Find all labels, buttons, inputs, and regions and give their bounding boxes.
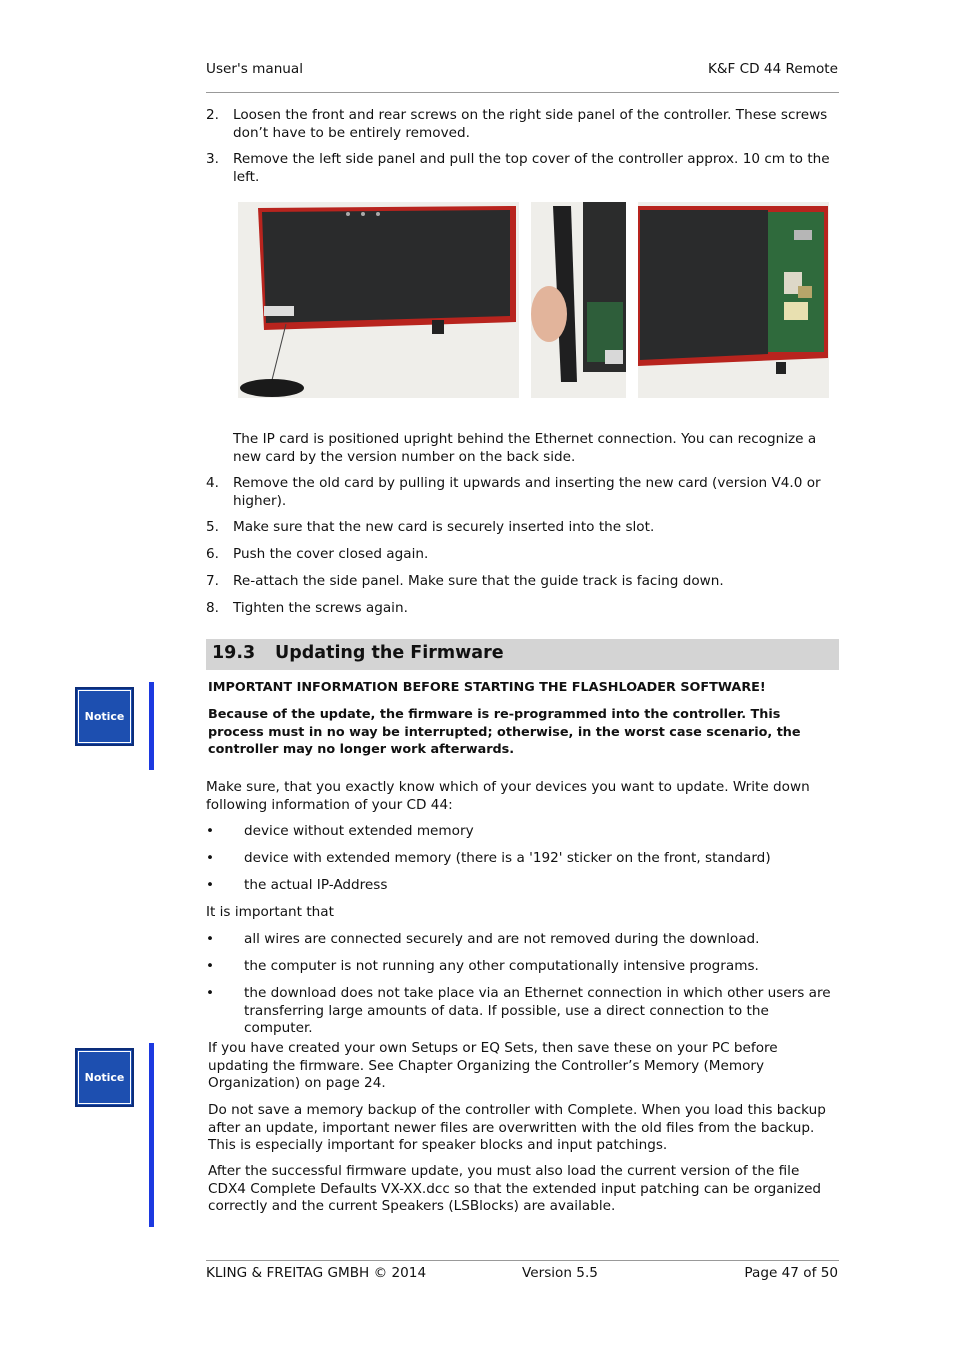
bullet-item: the computer is not running any other computationally intensive programs. <box>244 958 759 974</box>
bullet-marker: • <box>206 931 215 947</box>
footer-version: Version 5.5 <box>522 1265 598 1281</box>
bullet-item: the download does not take place via an Ethernet connection in which other users are transferring large amounts of data. If possible, use a direct connection to the computer. <box>244 985 831 1036</box>
step-text: Tighten the screws again. <box>233 600 408 616</box>
ip-card-note: The IP card is positioned upright behind the Ethernet connection. You can recognize a new card by the version number on the back side. <box>233 431 817 465</box>
controller-top-cover-photo <box>238 202 519 398</box>
notice-body: Because of the update, the firmware is re-programmed into the controller. This process must in no way be interrupted; otherwise, in the worst case scenario, the controller may no longer work afterwards. <box>208 707 801 757</box>
step-text: Loosen the front and rear screws on the right side panel of the controller. These screws don’t have to be entirely removed. <box>233 107 828 141</box>
notice-paragraph: After the successful firmware update, you must also load the current version of the file CDX4 Complete Defaults VX-XX.dcc so that the extended input patching can be organized correctly and the current Speakers (LSBlocks) are available. <box>208 1163 822 1214</box>
step-number: 6. <box>206 546 219 562</box>
page-header <box>206 61 838 81</box>
section-heading <box>206 639 839 670</box>
notice-icon: Notice <box>75 1048 134 1107</box>
notice-bar <box>149 682 154 770</box>
step-number: 3. <box>206 151 219 167</box>
controller-photo-2-graphic <box>531 202 626 398</box>
controller-photo-3-graphic <box>638 202 829 398</box>
step-text: Remove the left side panel and pull the top cover of the controller approx. 10 cm to the left. <box>233 151 830 185</box>
header-rule <box>206 92 839 93</box>
header-left: User's manual <box>206 61 304 77</box>
step-text: Re-attach the side panel. Make sure that the guide track is facing down. <box>233 573 724 589</box>
open-controller-photo <box>638 202 829 398</box>
footer-page-number: Page 47 of 50 <box>744 1265 838 1281</box>
controller-photo-1-graphic <box>238 202 519 398</box>
step-text: Remove the old card by pulling it upwards and inserting the new card (version V4.0 or higher). <box>233 475 821 509</box>
notice-paragraph: Do not save a memory backup of the controller with Complete. When you load this backup after an update, important newer files are overwritten with the old files from the backup. This is especially important for speaker blocks and input patchings. <box>208 1102 826 1153</box>
step-text: Push the cover closed again. <box>233 546 429 562</box>
bullet-marker: • <box>206 850 215 866</box>
section-title: Updating the Firmware <box>275 643 504 663</box>
bullet-item: device with extended memory (there is a '192' sticker on the front, standard) <box>244 850 771 866</box>
bullet-item: the actual IP-Address <box>244 877 388 893</box>
step-number: 7. <box>206 573 219 589</box>
step-number: 4. <box>206 475 219 491</box>
bullet-marker: • <box>206 958 215 974</box>
step-number: 8. <box>206 600 219 616</box>
bullet-marker: • <box>206 823 215 839</box>
header-right: K&F CD 44 Remote <box>707 61 838 77</box>
footer-rule <box>206 1260 839 1261</box>
side-panel-photo <box>531 202 626 398</box>
intro-paragraph: Make sure, that you exactly know which of your devices you want to update. Write down following information of your CD 44: <box>206 779 810 813</box>
notice-icon: Notice <box>75 687 134 746</box>
bullet-marker: • <box>206 877 215 893</box>
footer-left: KLING & FREITAG GMBH © 2014 <box>206 1265 427 1281</box>
bullet-item: all wires are connected securely and are not removed during the download. <box>244 931 760 947</box>
bullet-marker: • <box>206 985 215 1001</box>
notice-heading: IMPORTANT INFORMATION BEFORE STARTING THE FLASHLOADER SOFTWARE! <box>208 680 766 695</box>
bullet-item: device without extended memory <box>244 823 474 839</box>
step-number: 2. <box>206 107 219 123</box>
notice-paragraph: If you have created your own Setups or EQ Sets, then save these on your PC before updating the firmware. See Chapter Organizing the Controller’s Memory (Memory Organization) on page 24. <box>208 1040 778 1091</box>
notice-bar <box>149 1043 154 1227</box>
section-number: 19.3 <box>212 643 256 663</box>
step-number: 5. <box>206 519 219 535</box>
step-text: Make sure that the new card is securely inserted into the slot. <box>233 519 655 535</box>
important-that-text: It is important that <box>206 904 334 920</box>
